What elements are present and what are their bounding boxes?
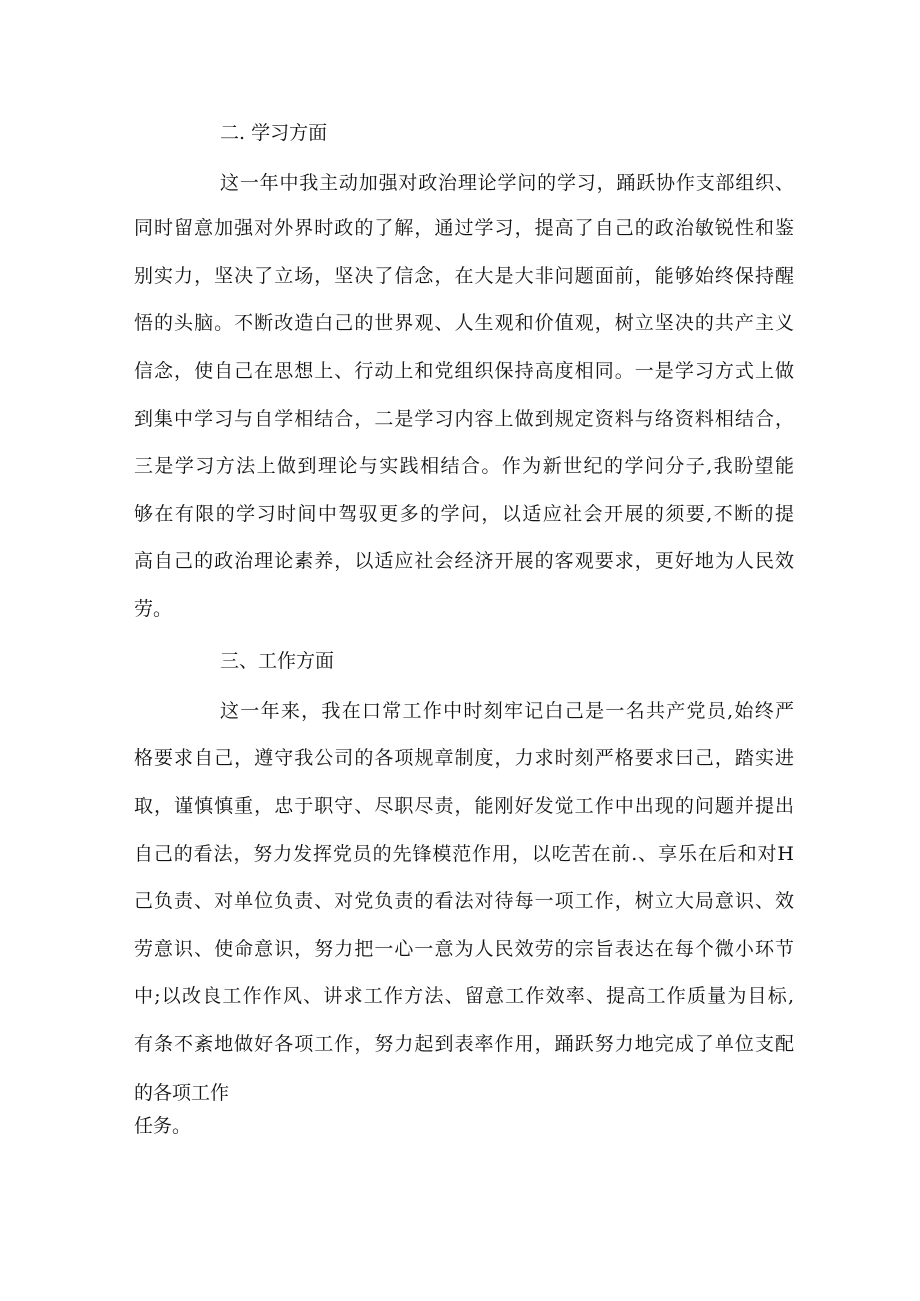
- paragraph-line: 有条不紊地做好各项工作，努力起到表率作用，踊跃努力地完成了单位支配: [134, 1033, 794, 1055]
- paragraph-line: 劳意识、使命意识，努力把一心一意为人民效劳的宗旨表达在每个微小环节: [134, 938, 794, 960]
- paragraph-line: 高自己的政治理论素养，以适应社会经济开展的客观要求，更好地为人民效: [134, 550, 794, 572]
- paragraph-line: 到集中学习与自学相结合，二是学习内容上做到规定资料与络资料相结合，: [134, 408, 794, 430]
- paragraph-line: 别实力，坚决了立场，坚决了信念，在大是大非问题面前，能够始终保持醒: [134, 265, 794, 287]
- paragraph-line: 任务。: [134, 1115, 192, 1137]
- section-heading-work: 三、工作方面: [220, 650, 335, 672]
- paragraph-line: 这一年中我主动加强对政治理论学问的学习，踊跃协作支部组织、: [220, 172, 794, 194]
- paragraph-line: 三是学习方法上做到理论与实践相结合。作为新世纪的学问分子,我盼望能: [134, 455, 794, 477]
- paragraph-line: 自己的看法，努力发挥党员的先锋模范作用，以吃苦在前.、享乐在后和对H: [134, 843, 794, 865]
- paragraph-line: 同时留意加强对外界时政的了解，通过学习，提高了自己的政治敏锐性和鉴: [134, 217, 794, 239]
- paragraph-line: 己负责、对单位负责、对党负责的看法对待每一项工作，树立大局意识、效: [134, 890, 794, 912]
- paragraph-line: 够在有限的学习时间中驾驭更多的学问，以适应社会开展的须要,不断的提: [134, 503, 794, 525]
- paragraph-line: 中;以改良工作作风、讲求工作方法、留意工作效率、提高工作质量为目标,: [134, 985, 794, 1007]
- paragraph-line: 劳。: [134, 598, 173, 620]
- paragraph-line: 信念，使自己在思想上、行动上和党组织保持高度相同。一是学习方式上做: [134, 360, 794, 382]
- paragraph-line: 这一年来，我在口常工作中时刻牢记白己是一名共产党员,始终严: [220, 700, 794, 722]
- section-heading-study: 二. 学习方面: [220, 122, 328, 144]
- paragraph-line: 取，谨慎慎重，忠于职守、尽职尽责，能刚好发觉工作中出现的问题并提出: [134, 795, 794, 817]
- paragraph-line: 格要求自己，遵守我公司的各项规章制度，力求时刻严格要求曰己，踏实进: [134, 747, 794, 769]
- paragraph-line: 的各项工作: [134, 1082, 230, 1104]
- paragraph-line: 悟的头脑。不断改造白己的世界观、人生观和价值观，树立坚决的共产主义: [134, 312, 794, 334]
